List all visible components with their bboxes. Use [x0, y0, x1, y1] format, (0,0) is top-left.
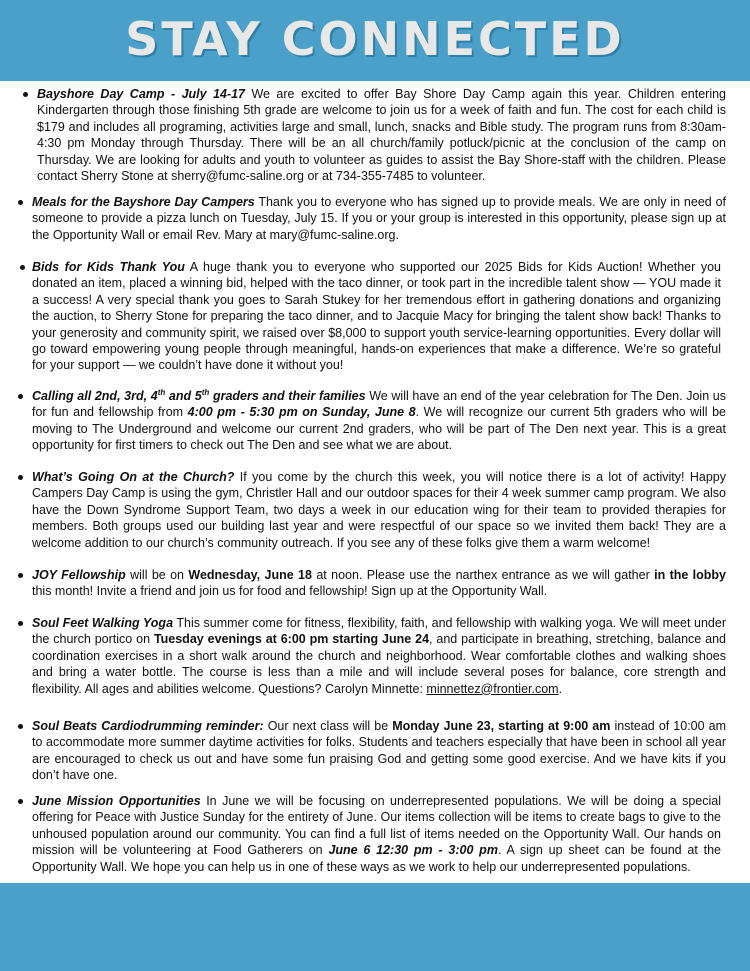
bullet — [23, 92, 28, 97]
bullet — [18, 799, 23, 804]
event-time: 4:00 pm - 5:30 pm on Sunday, June 8 — [187, 405, 416, 420]
item-title: Calling all 2nd, 3rd, 4th and 5th graders and their families — [32, 387, 366, 403]
list-item-june-mission — [32, 793, 721, 875]
header-banner — [0, 0, 750, 81]
item-text: , and participate in breathing, stretching, balance and coordination exercises in a short walk around the church and neighborhood. Wear comfortable clothes and walking shoes and bring a water bottle. The course is less than a mile and will include several poses for balance, core strength and flexibility. All ages and abilities welcome. Questions? Carolyn Minnette: — [32, 632, 726, 696]
item-title: Soul Beats Cardiodrumming reminder: — [32, 719, 264, 733]
item-text: We are excited to offer Bay Shore Day Camp again this year. Children entering Kindergarten through those finishing 5th grade are welcome to join us for a week of faith and fun. The cost for each child is $179 and includes all programing, activities large and small, lunch, snacks and Bible study. The program runs from 8:30am-4:30 pm Monday through Thursday. There will be an all church/family potluck/picnic at the conclusion of the camp on Thursday. We are looking for adults and youth to volunteer as guides to assist the Bay Shore-staff with the children. Please contact Sherry Stone at sherry@fumc-saline.org or at 734-355-7485 to volunteer. — [37, 87, 727, 184]
item-title: Bids for Kids Thank You — [32, 260, 185, 274]
item-title: Meals for the Bayshore Day Campers — [32, 195, 255, 209]
footer-banner — [0, 883, 750, 971]
location: in the lobby — [654, 568, 727, 582]
event-time: June 6 12:30 pm - 3:00 pm — [328, 843, 498, 858]
item-text: will be on — [125, 568, 189, 582]
item-title: Soul Feet Walking Yoga — [32, 616, 174, 630]
item-text: this month! Invite a friend and join us for food and fellowship! Sign up at the Opportunity Wall. — [32, 584, 548, 599]
list-item-bayshore-day-camp — [37, 86, 726, 184]
item-title: JOY Fellowship — [32, 568, 126, 582]
bullet — [18, 573, 23, 578]
item-text: We will have an end of the year celebration for The Den. Join us for fun and fellowship from — [32, 389, 727, 420]
list-item-soul-beats — [32, 718, 726, 784]
item-title: June Mission Opportunities — [32, 794, 201, 808]
item-text: In June we will be focusing on underrepresented populations. We will be doing a special offering for Peace with Justice Sunday for the entirety of June. Our items collection will be items to create bags to give to the unhoused population around our community. You can find a full list of items needed on the Opportunity Wall. Our hands on mission will be volunteering at Food Gatherers on — [32, 794, 722, 858]
page-title: STAY CONNECTED — [125, 11, 625, 66]
item-text: . — [558, 681, 563, 696]
item-title: Bayshore Day Camp - July 14-17 — [37, 87, 246, 101]
item-text: If you come by the church this week, you will notice there is a lot of activity! Happy Campers Day Camp is using the gym, Christler Hall and our outdoor spaces for their 4 week summer camp program. We also have the Down Syndrome Support Team, two days a week in our education wing for their team to provided therapies for members. Both groups used our building last year and were respectful of our space so we invited them back! They are a welcome addition to our church’s community outreach. If you see any of these folks give them a warm welcome! — [32, 470, 727, 550]
event-time: Monday June 23, starting at 9:00 am — [392, 719, 611, 733]
bullet — [18, 621, 23, 626]
bullet — [20, 265, 25, 270]
list-item-soul-feet-yoga — [32, 615, 726, 697]
bullet — [18, 394, 23, 399]
list-item-bids-for-kids — [32, 259, 721, 374]
list-item-whats-going-on — [32, 469, 726, 551]
email-link[interactable]: minnettez@frontier.com — [426, 681, 559, 696]
item-title: What’s Going On at the Church? — [32, 470, 235, 484]
bullet — [18, 475, 23, 480]
item-text: at noon. Please use the narthex entrance as we will gather — [311, 568, 655, 582]
item-text: This summer come for fitness, flexibility, faith, and fellowship with walking yoga. We will meet under the church portico on — [32, 616, 726, 647]
item-text: Our next class will be — [263, 719, 393, 733]
item-text: . A sign up sheet can be found at the Opportunity Wall. We hope you can help us in one of these ways as we work to help our underrepresented populations. — [32, 843, 721, 874]
item-text: A huge thank you to everyone who supported our 2025 Bids for Kids Auction! Whether you donated an item, placed a winning bid, helped with the taco dinner, or took part in the incredible talent show — YOU made it a success! A very special thank you goes to Sarah Stukey for her tremendous effort in gathering donations and organizing the auction, to Sherry Stone for preparing the taco dinner, and to Jacquie Macy for bringing the talent show back! Thanks to your generosity and community spirit, we raised over $8,000 to support youth service-learning opportunities. Every dollar will go toward empowering young people through meaningful, hands-on experiences that make a difference. We’re so grateful for your support — we couldn’t have done it without you! — [32, 260, 721, 373]
event-time: Tuesday evenings at 6:00 pm starting June 24 — [153, 632, 430, 647]
item-text: Thank you to everyone who has signed up to provide meals. We are only in need of someone to provide a pizza lunch on Tuesday, July 15. If you or your group is interested in this opportunity, please sign up at the Opportunity Wall or email Rev. Mary at mary@fumc-saline.org. — [32, 195, 726, 242]
list-item-calling-graders — [32, 388, 726, 454]
list-item-meals-bayshore — [32, 194, 726, 243]
item-text: . We will recognize our current 5th graders who will be moving to The Underground and welcome our current 2nd graders, who will be part of The Den next year. This is a great opportunity for first timers to check out The Den and see what we are about. — [32, 405, 726, 453]
event-date: Wednesday, June 18 — [188, 568, 312, 582]
list-item-joy-fellowship — [32, 567, 726, 600]
bullet — [18, 724, 23, 729]
item-text: instead of 10:00 am to accommodate more summer daytime activities for folks. Students and teachers especially that have been in school all year are encouraged to check us out and have some fun praising God and getting some good exercise. And we have kits if you don’t have one. — [32, 719, 726, 783]
bullet — [18, 200, 23, 205]
